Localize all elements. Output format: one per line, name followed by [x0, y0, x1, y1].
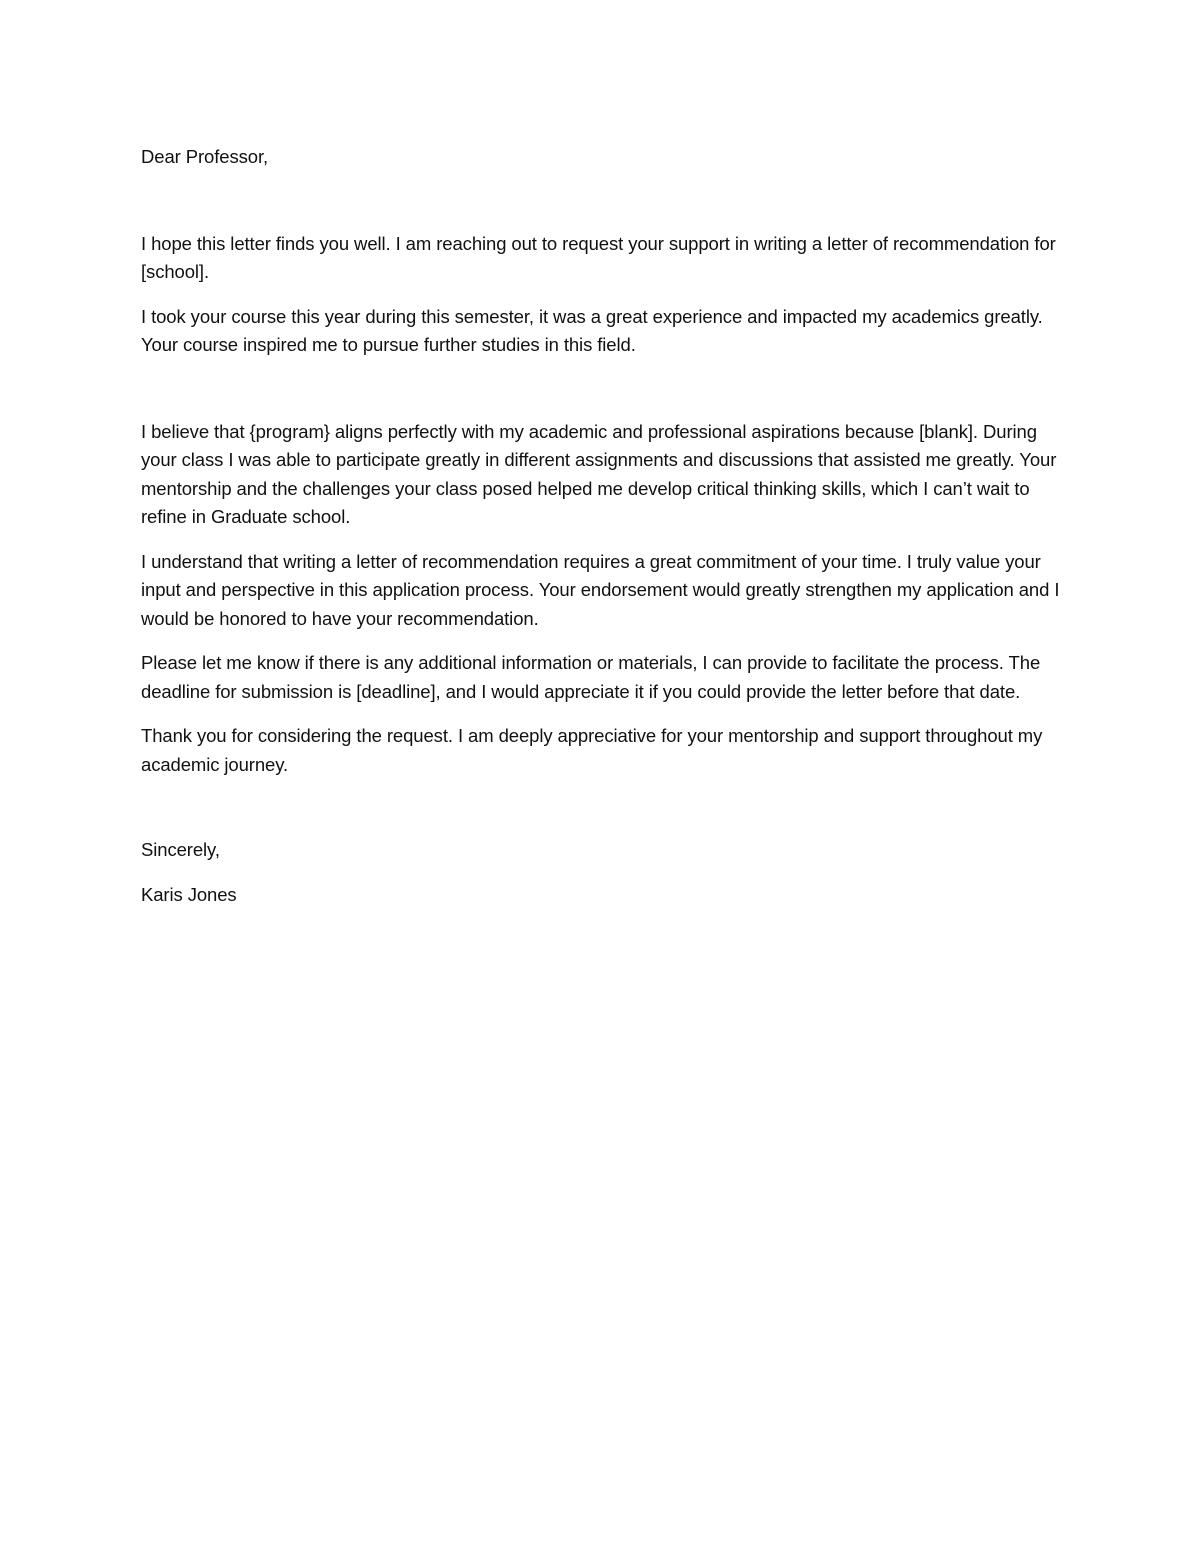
letter-body — [141, 143, 1066, 909]
paragraph-commitment: I understand that writing a letter of recommendation requires a great commitment of your time. I truly value your input and perspective in this application process. Your endorsement would greatly strengthen my application and I would be honored to have your recommendation. — [141, 550, 1060, 629]
paragraph-thanks: Thank you for considering the request. I am deeply appreciative for your mentorship and support throughout my academic journey. — [141, 725, 1043, 775]
signature-name: Karis Jones — [141, 883, 237, 905]
paragraph-deadline: Please let me know if there is any additional information or materials, I can provide to facilitate the process. The deadline for submission is [deadline], and I would appreciate it if you could provide the letter before that date. — [141, 652, 1041, 702]
closing: Sincerely, — [141, 839, 220, 860]
paragraph-course-experience: I took your course this year during this semester, it was a great experience and impacted my academics greatly. Your course inspired me to pursue further studies in this field. — [141, 305, 1043, 355]
salutation: Dear Professor, — [141, 146, 269, 167]
paragraph-program-alignment: I believe that {program} aligns perfectly with my academic and professional aspirations because [blank]. During your class I was able to participate greatly in different assignments and discussions that assisted me greatly. Your mentorship and the challenges your class posed helped me develop critical thinking skills, which I can’t wait to refine in Graduate school. — [141, 420, 1057, 527]
paragraph-request: I hope this letter finds you well. I am reaching out to request your support in writing a letter of recommendation for [school]. — [141, 232, 1056, 282]
